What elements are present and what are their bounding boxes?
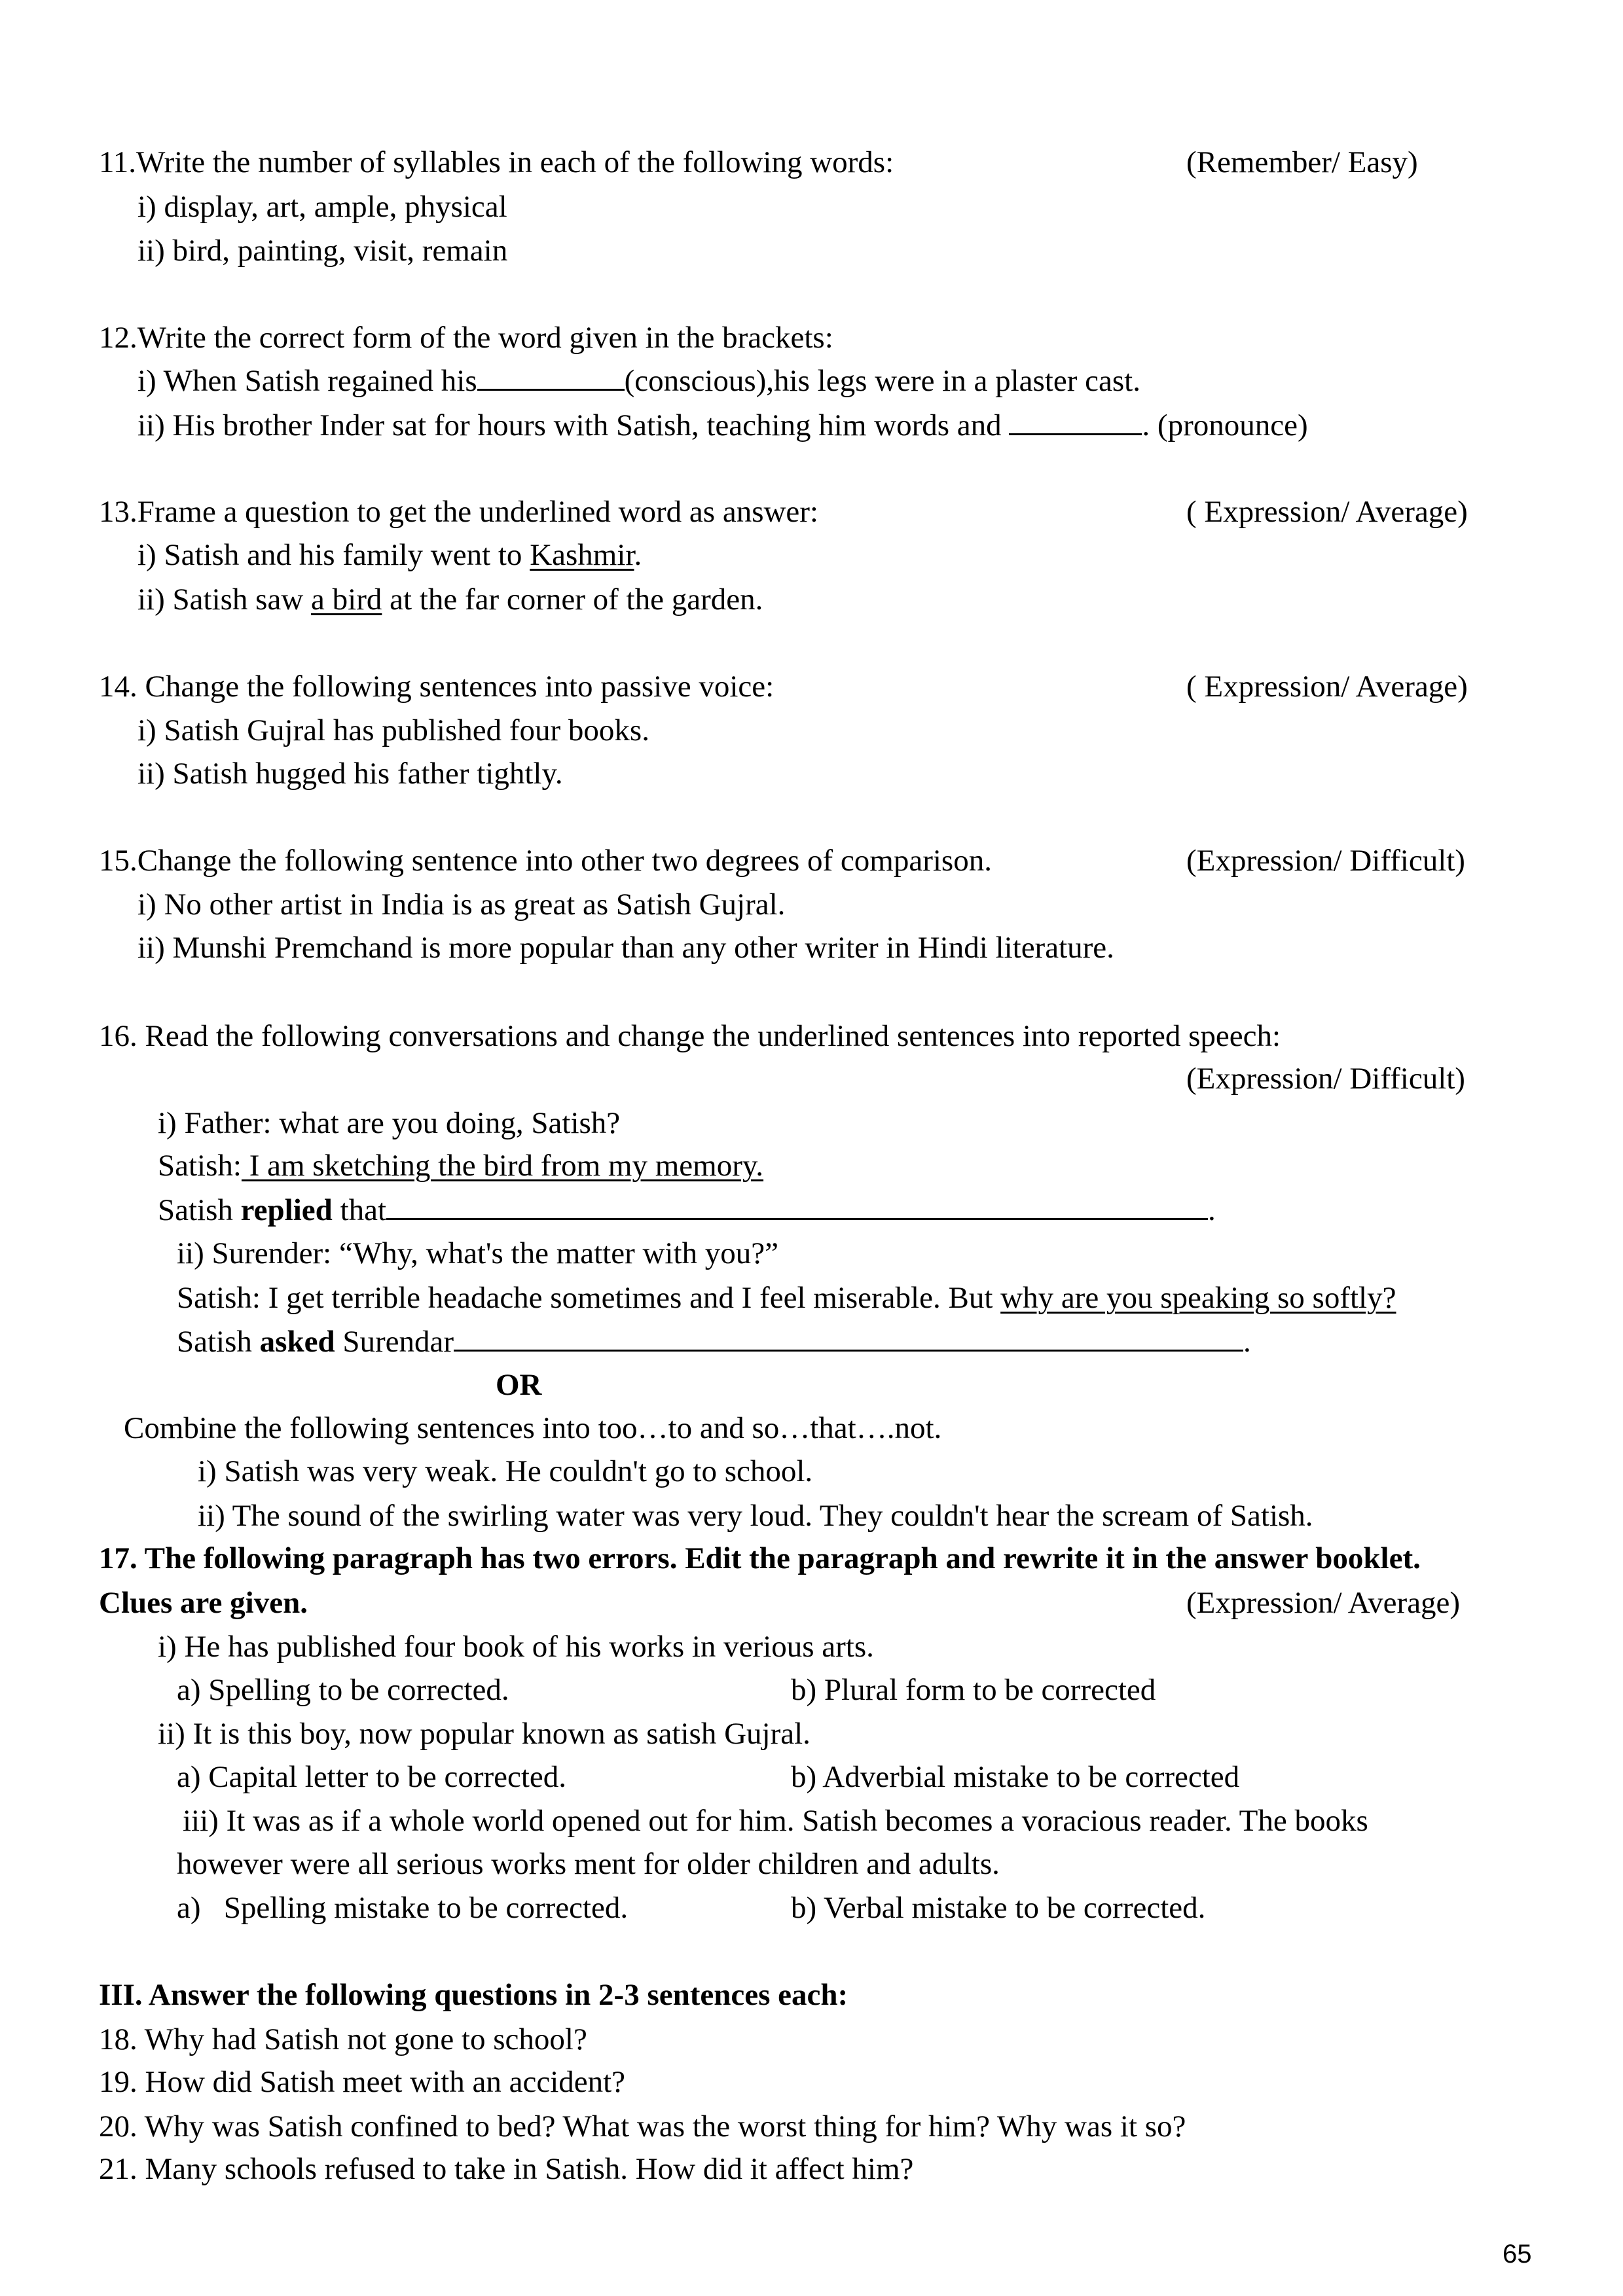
- text: Satish: [158, 1193, 241, 1227]
- dialogue-line: [177, 1280, 1396, 1316]
- question-13: 13.Frame a question to get the underlined word as answer:: [99, 495, 818, 529]
- list-item: i) Satish was very weak. He couldn't go to school.: [198, 1454, 813, 1488]
- answer-blank: [477, 363, 625, 391]
- text: ii) His brother Inder sat for hours with Satish, teaching him words and: [137, 408, 1010, 442]
- list-item: [137, 581, 763, 618]
- underlined-sentence: why are you speaking so softly?: [1000, 1281, 1396, 1315]
- answer-line: [158, 1192, 1216, 1229]
- text: at the far corner of the garden.: [382, 583, 763, 617]
- text: i) Satish and his family went to: [137, 538, 530, 572]
- difficulty-tag: (Expression/ Difficult): [1186, 844, 1465, 878]
- page-number: 65: [1503, 2240, 1532, 2269]
- section-heading: III. Answer the following questions in 2-3 sentences each:: [99, 1978, 848, 2012]
- text: (conscious),his legs were in a plaster cast.: [624, 364, 1140, 398]
- or-separator: OR: [496, 1368, 542, 1402]
- text: .: [1208, 1193, 1216, 1227]
- bold-word: asked: [259, 1325, 335, 1359]
- question-17: 17. The following paragraph has two errors. Edit the paragraph and rewrite it in the answer booklet.: [99, 1541, 1421, 1575]
- clue: b) Verbal mistake to be corrected.: [791, 1891, 1206, 1925]
- dialogue-line: i) Father: what are you doing, Satish?: [158, 1106, 621, 1140]
- bold-word: replied: [240, 1193, 333, 1227]
- answer-line: [177, 1323, 1251, 1360]
- list-item: iii) It was as if a whole world opened out for him. Satish becomes a voracious reader. The books: [183, 1804, 1368, 1838]
- difficulty-tag: ( Expression/ Average): [1186, 495, 1468, 529]
- list-item: [137, 537, 642, 573]
- list-item: [137, 363, 1140, 399]
- clue: a) Capital letter to be corrected.: [177, 1760, 567, 1794]
- text: that: [332, 1193, 387, 1227]
- text: . (pronounce): [1142, 408, 1308, 442]
- question-17-cont: Clues are given.: [99, 1586, 308, 1620]
- text: .: [634, 538, 642, 572]
- underlined-sentence: I am sketching the bird from my memory.: [241, 1149, 764, 1183]
- question-19: 19. How did Satish meet with an accident?: [99, 2065, 626, 2099]
- list-item: [137, 407, 1308, 444]
- clue: b) Plural form to be corrected: [791, 1673, 1156, 1707]
- list-item: ii) Munshi Premchand is more popular than any other writer in Hindi literature.: [137, 931, 1114, 965]
- list-item: ii) The sound of the swirling water was very loud. They couldn't hear the scream of Satish.: [198, 1499, 1313, 1533]
- text: Satish:: [158, 1149, 242, 1183]
- combine-instruction: Combine the following sentences into too…to and so…that….not.: [124, 1411, 942, 1445]
- text: ii) Satish saw: [137, 583, 312, 617]
- question-15: 15.Change the following sentence into other two degrees of comparison.: [99, 844, 992, 878]
- dialogue-line: ii) Surender: “Why, what's the matter with you?”: [177, 1236, 779, 1270]
- underlined-word: a bird: [311, 583, 382, 617]
- text: Satish: I get terrible headache sometimes and I feel miserable. But: [177, 1281, 1001, 1315]
- clue: a) Spelling to be corrected.: [177, 1673, 509, 1707]
- answer-blank: [454, 1323, 1243, 1352]
- list-item: i) Satish Gujral has published four books.: [137, 713, 649, 747]
- difficulty-tag: ( Expression/ Average): [1186, 670, 1468, 704]
- question-11: 11.Write the number of syllables in each of the following words:: [99, 145, 894, 179]
- question-20: 20. Why was Satish confined to bed? What was the worst thing for him? Why was it so?: [99, 2109, 1186, 2144]
- list-item: ii) Satish hugged his father tightly.: [137, 757, 563, 791]
- question-12: 12.Write the correct form of the word given in the brackets:: [99, 321, 833, 355]
- answer-blank: [1009, 407, 1142, 435]
- underlined-word: Kashmir: [530, 538, 634, 572]
- list-item: ii) It is this boy, now popular known as satish Gujral.: [158, 1717, 811, 1751]
- list-item: i) display, art, ample, physical: [137, 190, 507, 224]
- question-21: 21. Many schools refused to take in Satish. How did it affect him?: [99, 2152, 914, 2186]
- clue: a) Spelling mistake to be corrected.: [177, 1891, 629, 1925]
- text: .: [1243, 1325, 1251, 1359]
- clue: b) Adverbial mistake to be corrected: [791, 1760, 1240, 1794]
- text: Satish: [177, 1325, 260, 1359]
- difficulty-tag: (Expression/ Average): [1186, 1586, 1461, 1620]
- difficulty-tag: (Expression/ Difficult): [1186, 1062, 1465, 1096]
- question-18: 18. Why had Satish not gone to school?: [99, 2022, 587, 2056]
- list-item-cont: however were all serious works ment for older children and adults.: [177, 1847, 1000, 1881]
- list-item: i) He has published four book of his works in verious arts.: [158, 1630, 874, 1664]
- list-item: i) No other artist in India is as great as Satish Gujral.: [137, 888, 786, 922]
- dialogue-line: [158, 1147, 763, 1184]
- text: i) When Satish regained his: [137, 364, 477, 398]
- text: Surendar: [335, 1325, 454, 1359]
- question-14: 14. Change the following sentences into passive voice:: [99, 670, 775, 704]
- list-item: ii) bird, painting, visit, remain: [137, 234, 508, 268]
- difficulty-tag: (Remember/ Easy): [1186, 145, 1418, 179]
- answer-blank: [386, 1192, 1208, 1220]
- question-16: 16. Read the following conversations and change the underlined sentences into reported speech:: [99, 1019, 1281, 1053]
